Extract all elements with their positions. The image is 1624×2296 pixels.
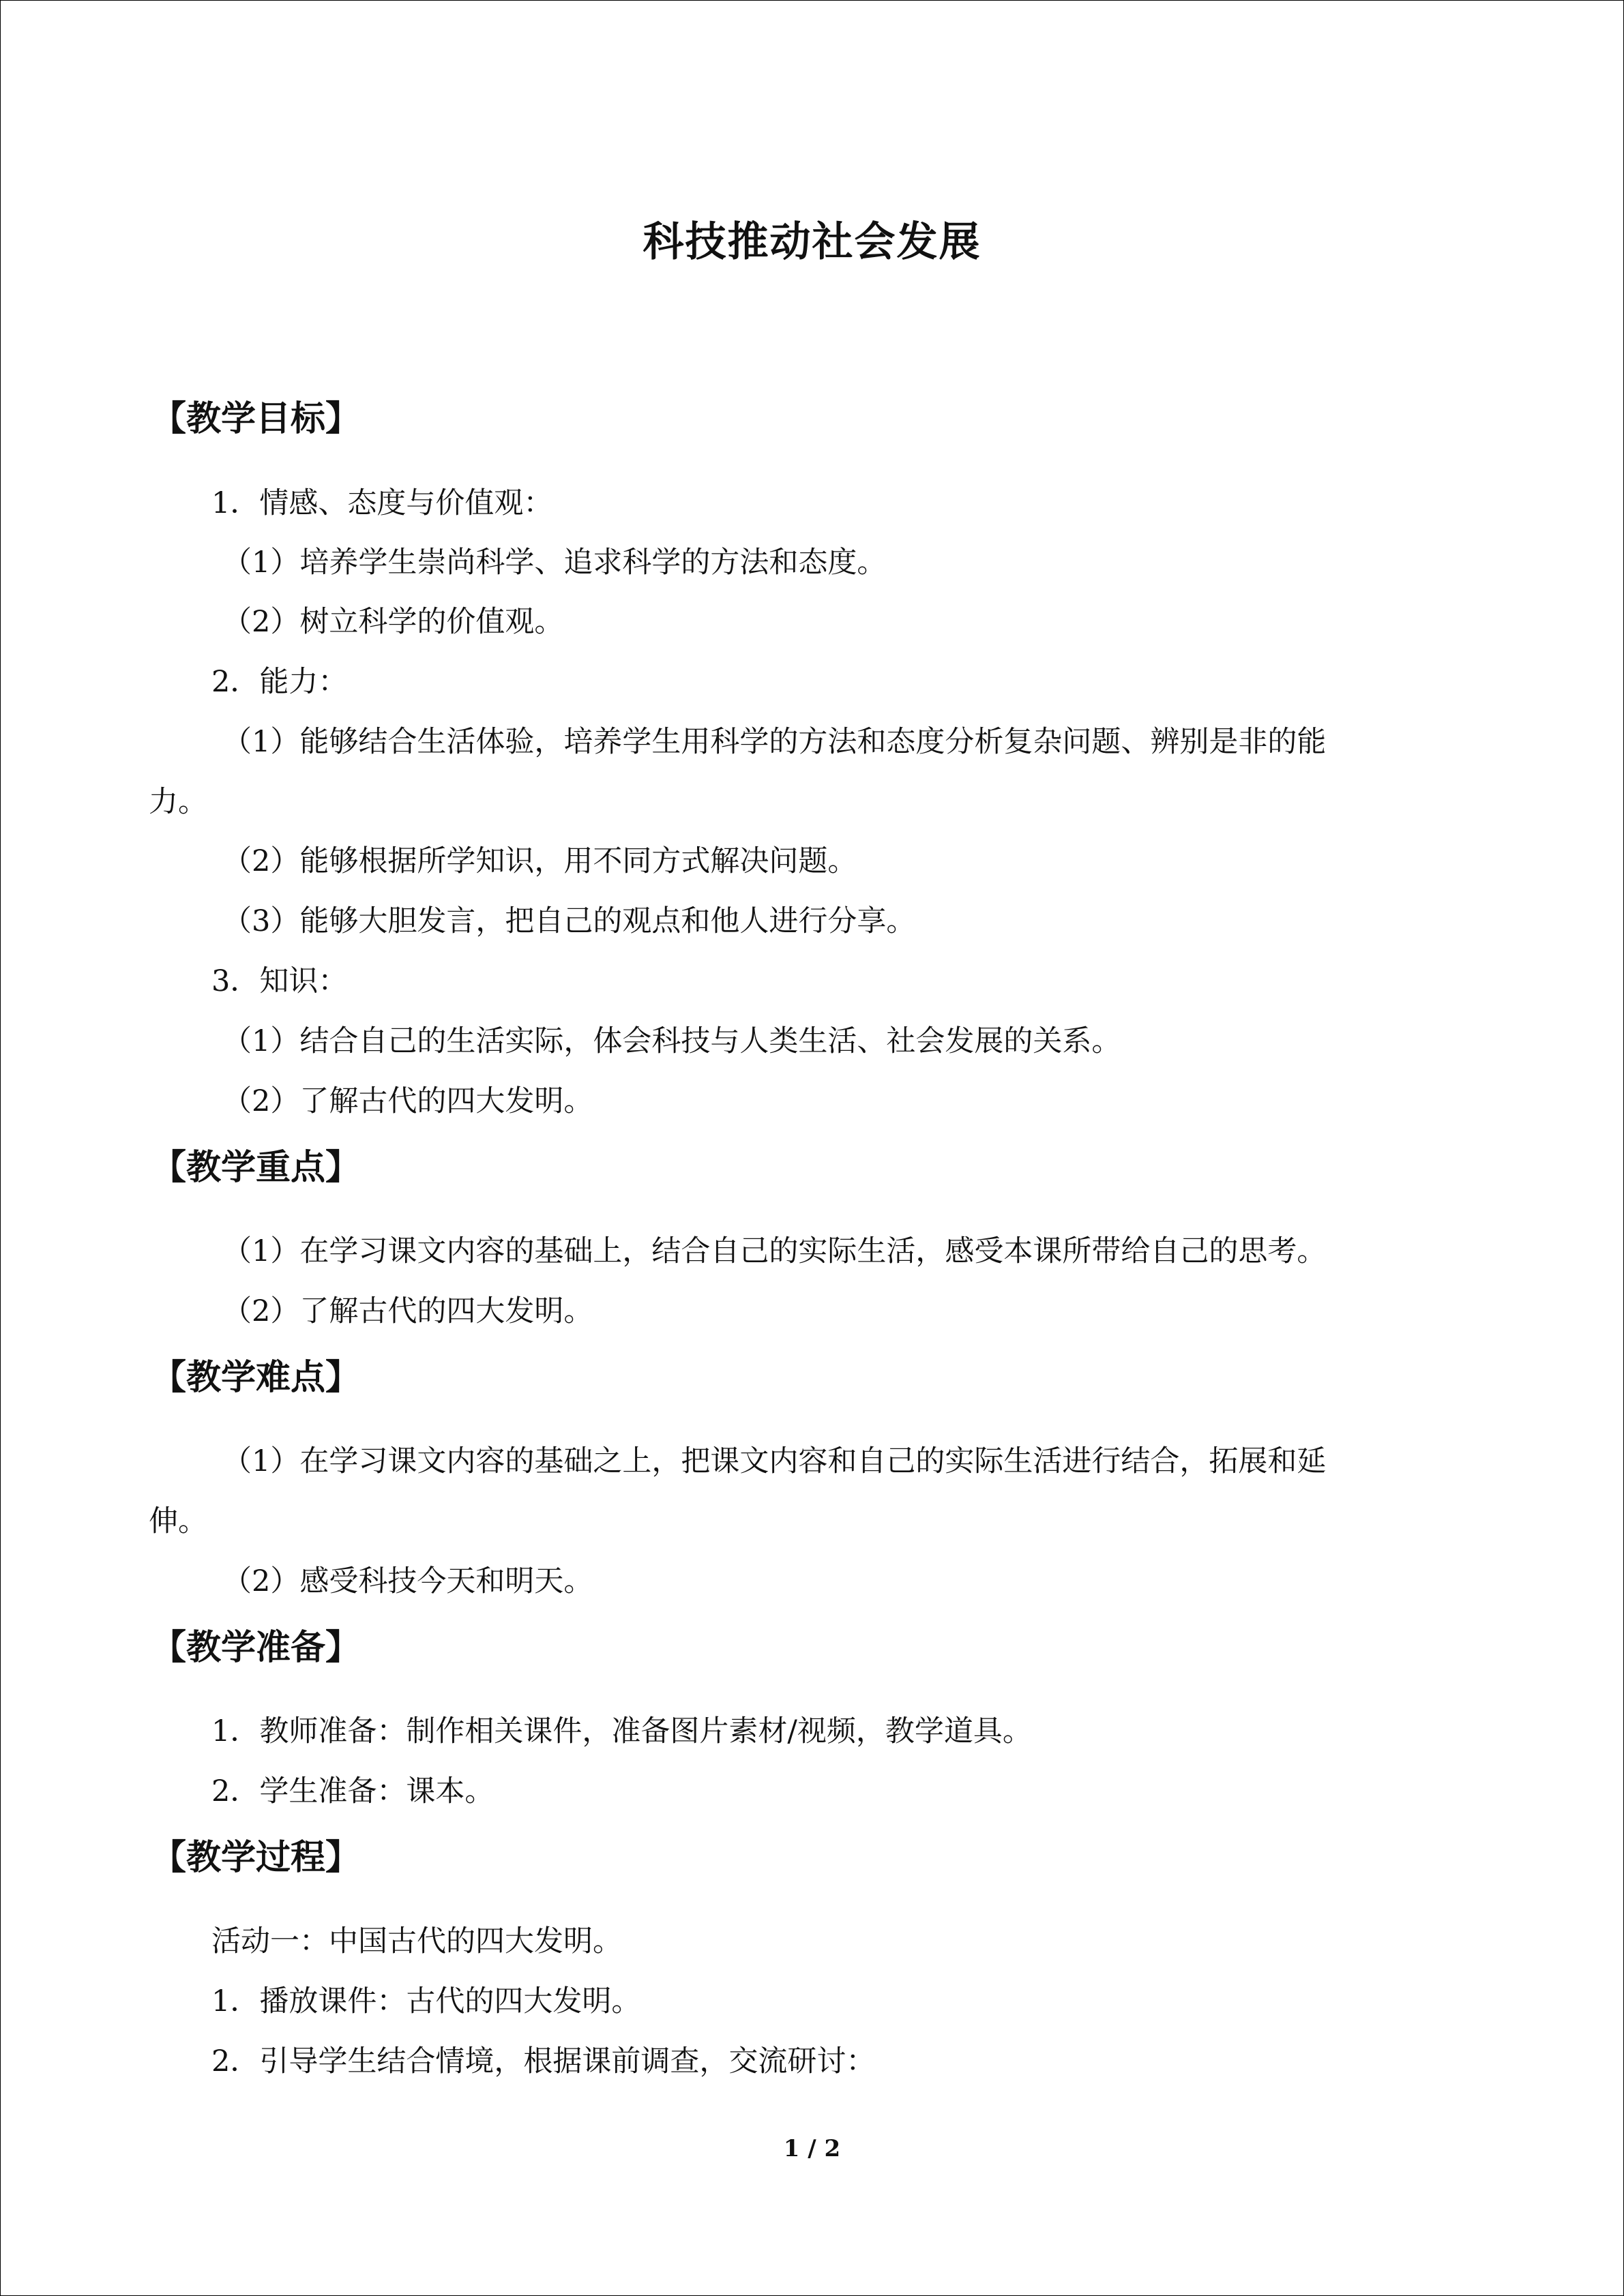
preparation-line: 1．教师准备：制作相关课件，准备图片素材/视频，教学道具。 bbox=[211, 1714, 1032, 1748]
difficulty-line: （1）在学习课文内容的基础之上，把课文内容和自己的实际生活进行结合，拓展和延 bbox=[222, 1444, 1327, 1478]
objective-line: 1．情感、态度与价值观： bbox=[211, 486, 553, 520]
process-line: 1．播放课件：古代的四大发明。 bbox=[211, 1984, 641, 2018]
objective-line: 3．知识： bbox=[211, 964, 348, 998]
section-heading-difficulties: 【教学难点】 bbox=[151, 1358, 361, 1398]
section-heading-key-points: 【教学重点】 bbox=[151, 1148, 361, 1188]
difficulty-line: （2）感受科技今天和明天。 bbox=[222, 1564, 593, 1598]
key-point-line: （2）了解古代的四大发明。 bbox=[222, 1294, 593, 1328]
objective-line: （3）能够大胆发言，把自己的观点和他人进行分享。 bbox=[222, 904, 916, 938]
process-line: 活动一：中国古代的四大发明。 bbox=[211, 1924, 622, 1958]
objective-line: （1）培养学生崇尚科学、追求科学的方法和态度。 bbox=[222, 546, 887, 580]
section-heading-process: 【教学过程】 bbox=[151, 1838, 361, 1878]
section-heading-preparation: 【教学准备】 bbox=[151, 1628, 361, 1668]
objective-line: 2．能力： bbox=[211, 665, 348, 699]
process-line: 2．引导学生结合情境，根据课前调查，交流研讨： bbox=[211, 2044, 876, 2078]
key-point-line: （1）在学习课文内容的基础上，结合自己的实际生活，感受本课所带给自己的思考。 bbox=[222, 1234, 1327, 1268]
objective-line: （1）能够结合生活体验，培养学生用科学的方法和态度分析复杂问题、辨别是非的能 bbox=[222, 725, 1327, 759]
objective-line: （2）了解古代的四大发明。 bbox=[222, 1084, 593, 1118]
difficulty-line-continued: 伸。 bbox=[149, 1504, 207, 1538]
page-indicator: 1 / 2 bbox=[783, 2135, 841, 2162]
objective-line: （2）树立科学的价值观。 bbox=[222, 605, 564, 639]
preparation-line: 2．学生准备：课本。 bbox=[211, 1774, 494, 1808]
objective-line-continued: 力。 bbox=[149, 785, 207, 819]
section-heading-objectives: 【教学目标】 bbox=[151, 399, 361, 439]
document-title: 科技推动社会发展 bbox=[643, 218, 981, 266]
objective-line: （1）结合自己的生活实际，体会科技与人类生活、社会发展的关系。 bbox=[222, 1024, 1121, 1058]
objective-line: （2）能够根据所学知识，用不同方式解决问题。 bbox=[222, 844, 857, 878]
